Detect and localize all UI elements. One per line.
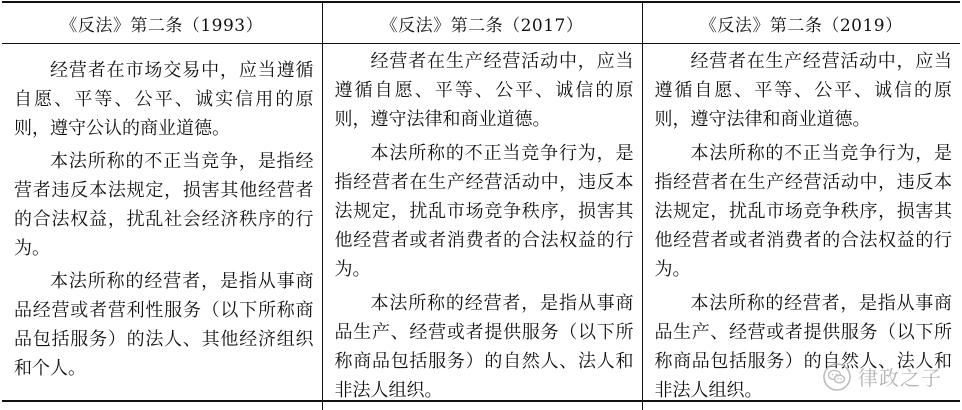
paragraph-2017-2: 本法所称的不正当竞争行为，是指经营者在生产经营活动中，违反本法规定，扰乱市场竞争秩序，损害其他经营者或者消费者的合法权益的行为。 — [335, 139, 634, 284]
paragraph-1993-3: 本法所称的经营者，是指从事商品经营或者营利性服务（以下所称商品包括服务）的法人、其他经济组织和个人。 — [14, 267, 314, 383]
table-body-row — [2, 44, 960, 410]
paragraph-1993-2: 本法所称的不正当竞争，是指经营者违反本法规定，损害其他经营者的合法权益，扰乱社会经济秩序的行为。 — [14, 147, 314, 263]
watermark-text: 律政之子 — [858, 362, 942, 391]
law-comparison-table — [2, 3, 960, 410]
paragraph-2019-1: 经营者在生产经营活动中，应当遵循自愿、平等、公平、诚信的原则，遵守法律和商业道德。 — [655, 47, 953, 134]
column-1993 — [2, 44, 322, 410]
column-2017 — [322, 44, 642, 410]
paragraph-1993-1: 经营者在市场交易中，应当遵循自愿、平等、公平、诚实信用的原则，遵守公认的商业道德。 — [14, 56, 314, 143]
header-2019: 《反法》第二条（2019） — [642, 3, 960, 44]
header-2017: 《反法》第二条（2017） — [322, 3, 642, 44]
header-1993: 《反法》第二条（1993） — [2, 3, 322, 44]
paragraph-2017-3: 本法所称的经营者，是指从事商品生产、经营或者提供服务（以下所称商品包括服务）的自然人、法人和非法人组织。 — [335, 289, 634, 405]
paragraph-2017-1: 经营者在生产经营活动中，应当遵循自愿、平等、公平、诚信的原则，遵守法律和商业道德。 — [335, 47, 634, 134]
paragraph-2019-3: 本法所称的经营者，是指从事商品生产、经营或者提供服务（以下所称商品包括服务）的自然人、法人和非法人组织。 — [655, 289, 953, 405]
column-2019 — [642, 44, 960, 410]
comparison-document — [2, 1, 960, 402]
paragraph-2019-2: 本法所称的不正当竞争行为，是指经营者在生产经营活动中，违反本法规定，扰乱市场竞争秩序，损害其他经营者或者消费者的合法权益的行为。 — [655, 139, 953, 284]
table-header-row — [2, 3, 960, 44]
